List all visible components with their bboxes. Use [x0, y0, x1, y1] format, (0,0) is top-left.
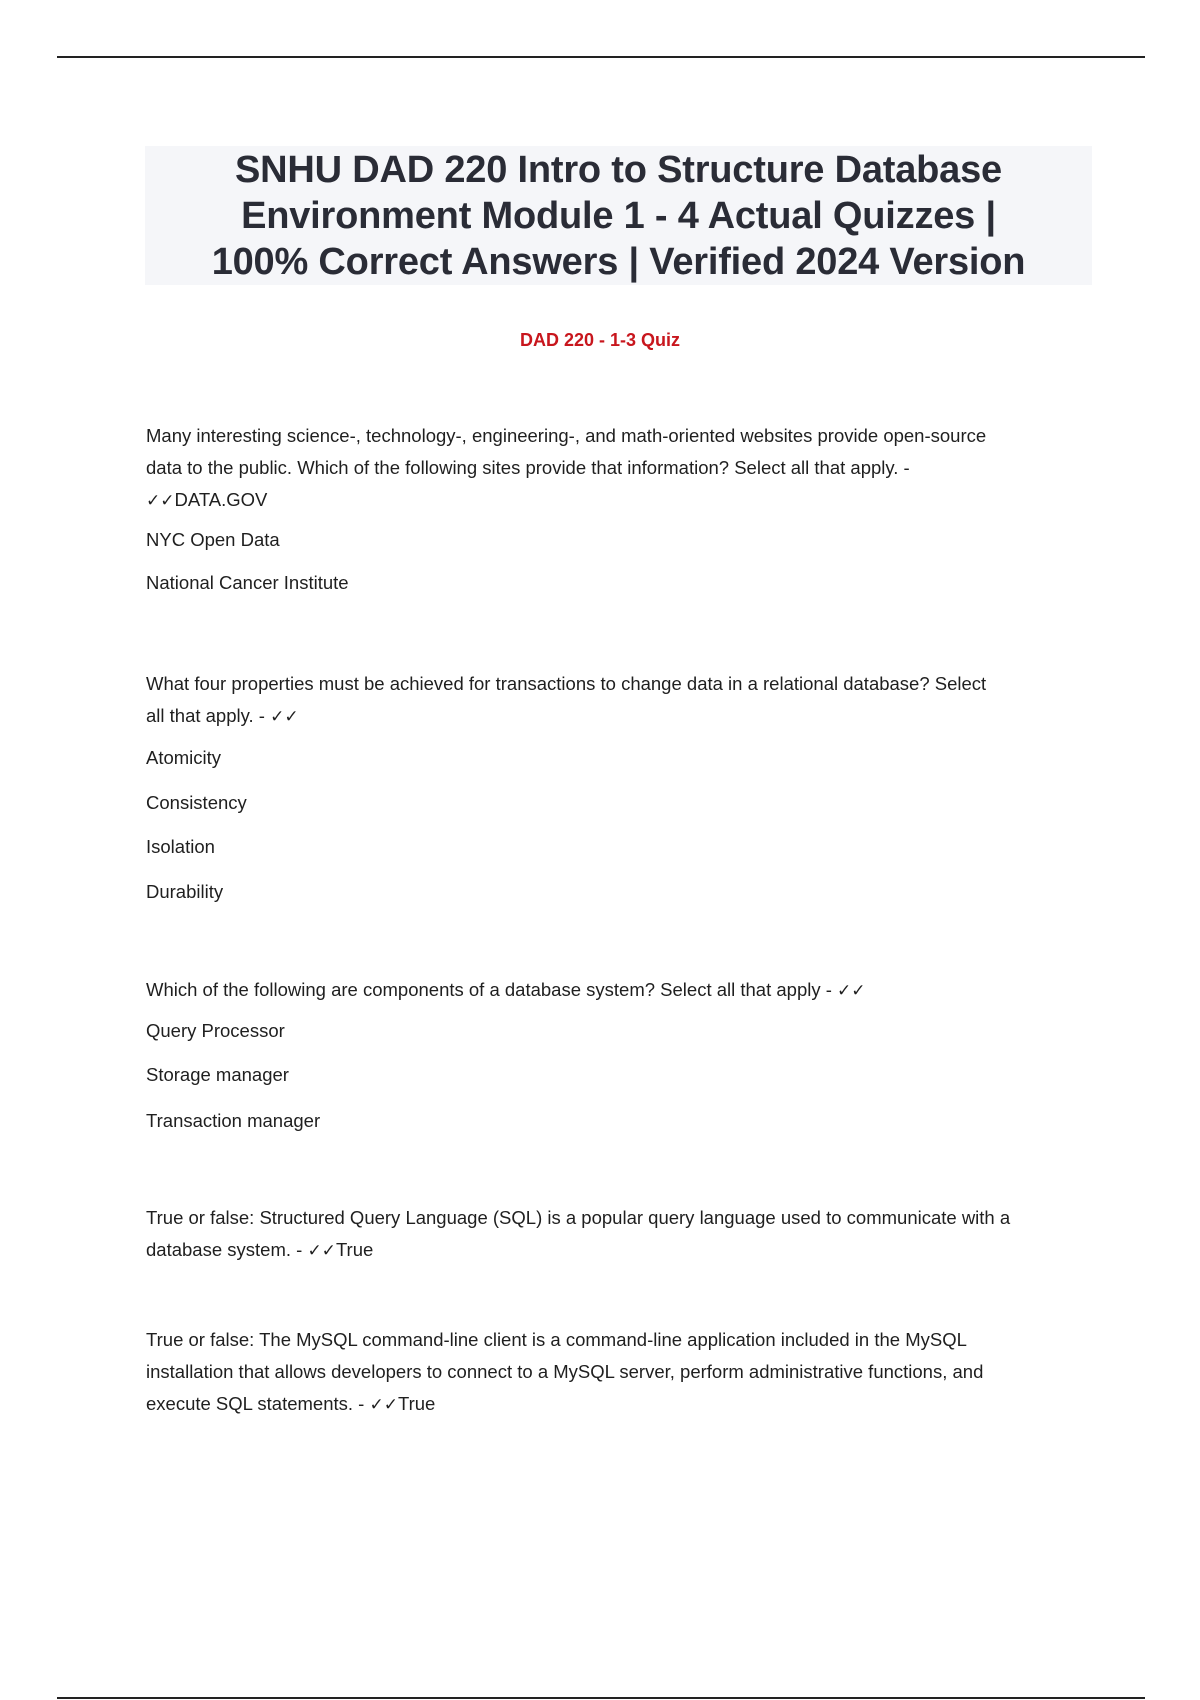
title-line-2: Environment Module 1 - 4 Actual Quizzes | [241, 194, 996, 237]
question-1 [146, 420, 1096, 593]
title-banner [145, 146, 1092, 285]
answer: True [335, 1239, 374, 1260]
question-text: Many interesting science-, technology-, engineering-, and math-oriented websites provide open-source data to the public. Which of the following sites provide that information? Select all that apply. - ✓✓DATA.GOV [146, 425, 987, 511]
answer: Storage manager [146, 1064, 289, 1085]
double-check-icon: ✓✓ [270, 707, 299, 727]
question-2 [146, 668, 1096, 902]
answer: True [397, 1393, 436, 1414]
section-heading: DAD 220 - 1-3 Quiz [519, 330, 681, 350]
question-4 [146, 1202, 1096, 1267]
question-5 [146, 1324, 1096, 1421]
double-check-icon: ✓✓ [837, 981, 866, 1001]
answer: NYC Open Data [146, 529, 280, 550]
answer: Atomicity [146, 747, 222, 768]
double-check-icon: ✓✓ [369, 1395, 398, 1415]
question-text: True or false: Structured Query Language (SQL) is a popular query language used to communicate with a database system. - ✓✓True [146, 1207, 1011, 1261]
answer: DATA.GOV [174, 489, 268, 510]
document-title [212, 147, 1026, 285]
answer: Isolation [146, 836, 215, 857]
question-text: Which of the following are components of a database system? Select all that apply - ✓✓ [146, 979, 866, 1001]
answer: Durability [146, 881, 224, 902]
top-divider [57, 56, 1145, 58]
question-text: What four properties must be achieved for transactions to change data in a relational database? Select all that apply. - ✓✓ [146, 673, 987, 727]
title-line-3: 100% Correct Answers | Verified 2024 Version [211, 240, 1026, 283]
bottom-divider [57, 1697, 1145, 1699]
answer: Transaction manager [146, 1110, 321, 1131]
answer: National Cancer Institute [146, 572, 349, 593]
answer: Query Processor [146, 1020, 285, 1041]
answer: Consistency [146, 792, 247, 813]
title-line-1: SNHU DAD 220 Intro to Structure Database [235, 148, 1002, 191]
question-text: True or false: The MySQL command-line client is a command-line application included in the MySQL installation that allows developers to connect to a MySQL server, perform administrative functions, and execute SQL statements. - ✓✓True [146, 1329, 984, 1415]
question-3 [146, 974, 1096, 1131]
double-check-icon: ✓✓ [307, 1241, 336, 1261]
double-check-icon: ✓✓ [146, 491, 175, 511]
